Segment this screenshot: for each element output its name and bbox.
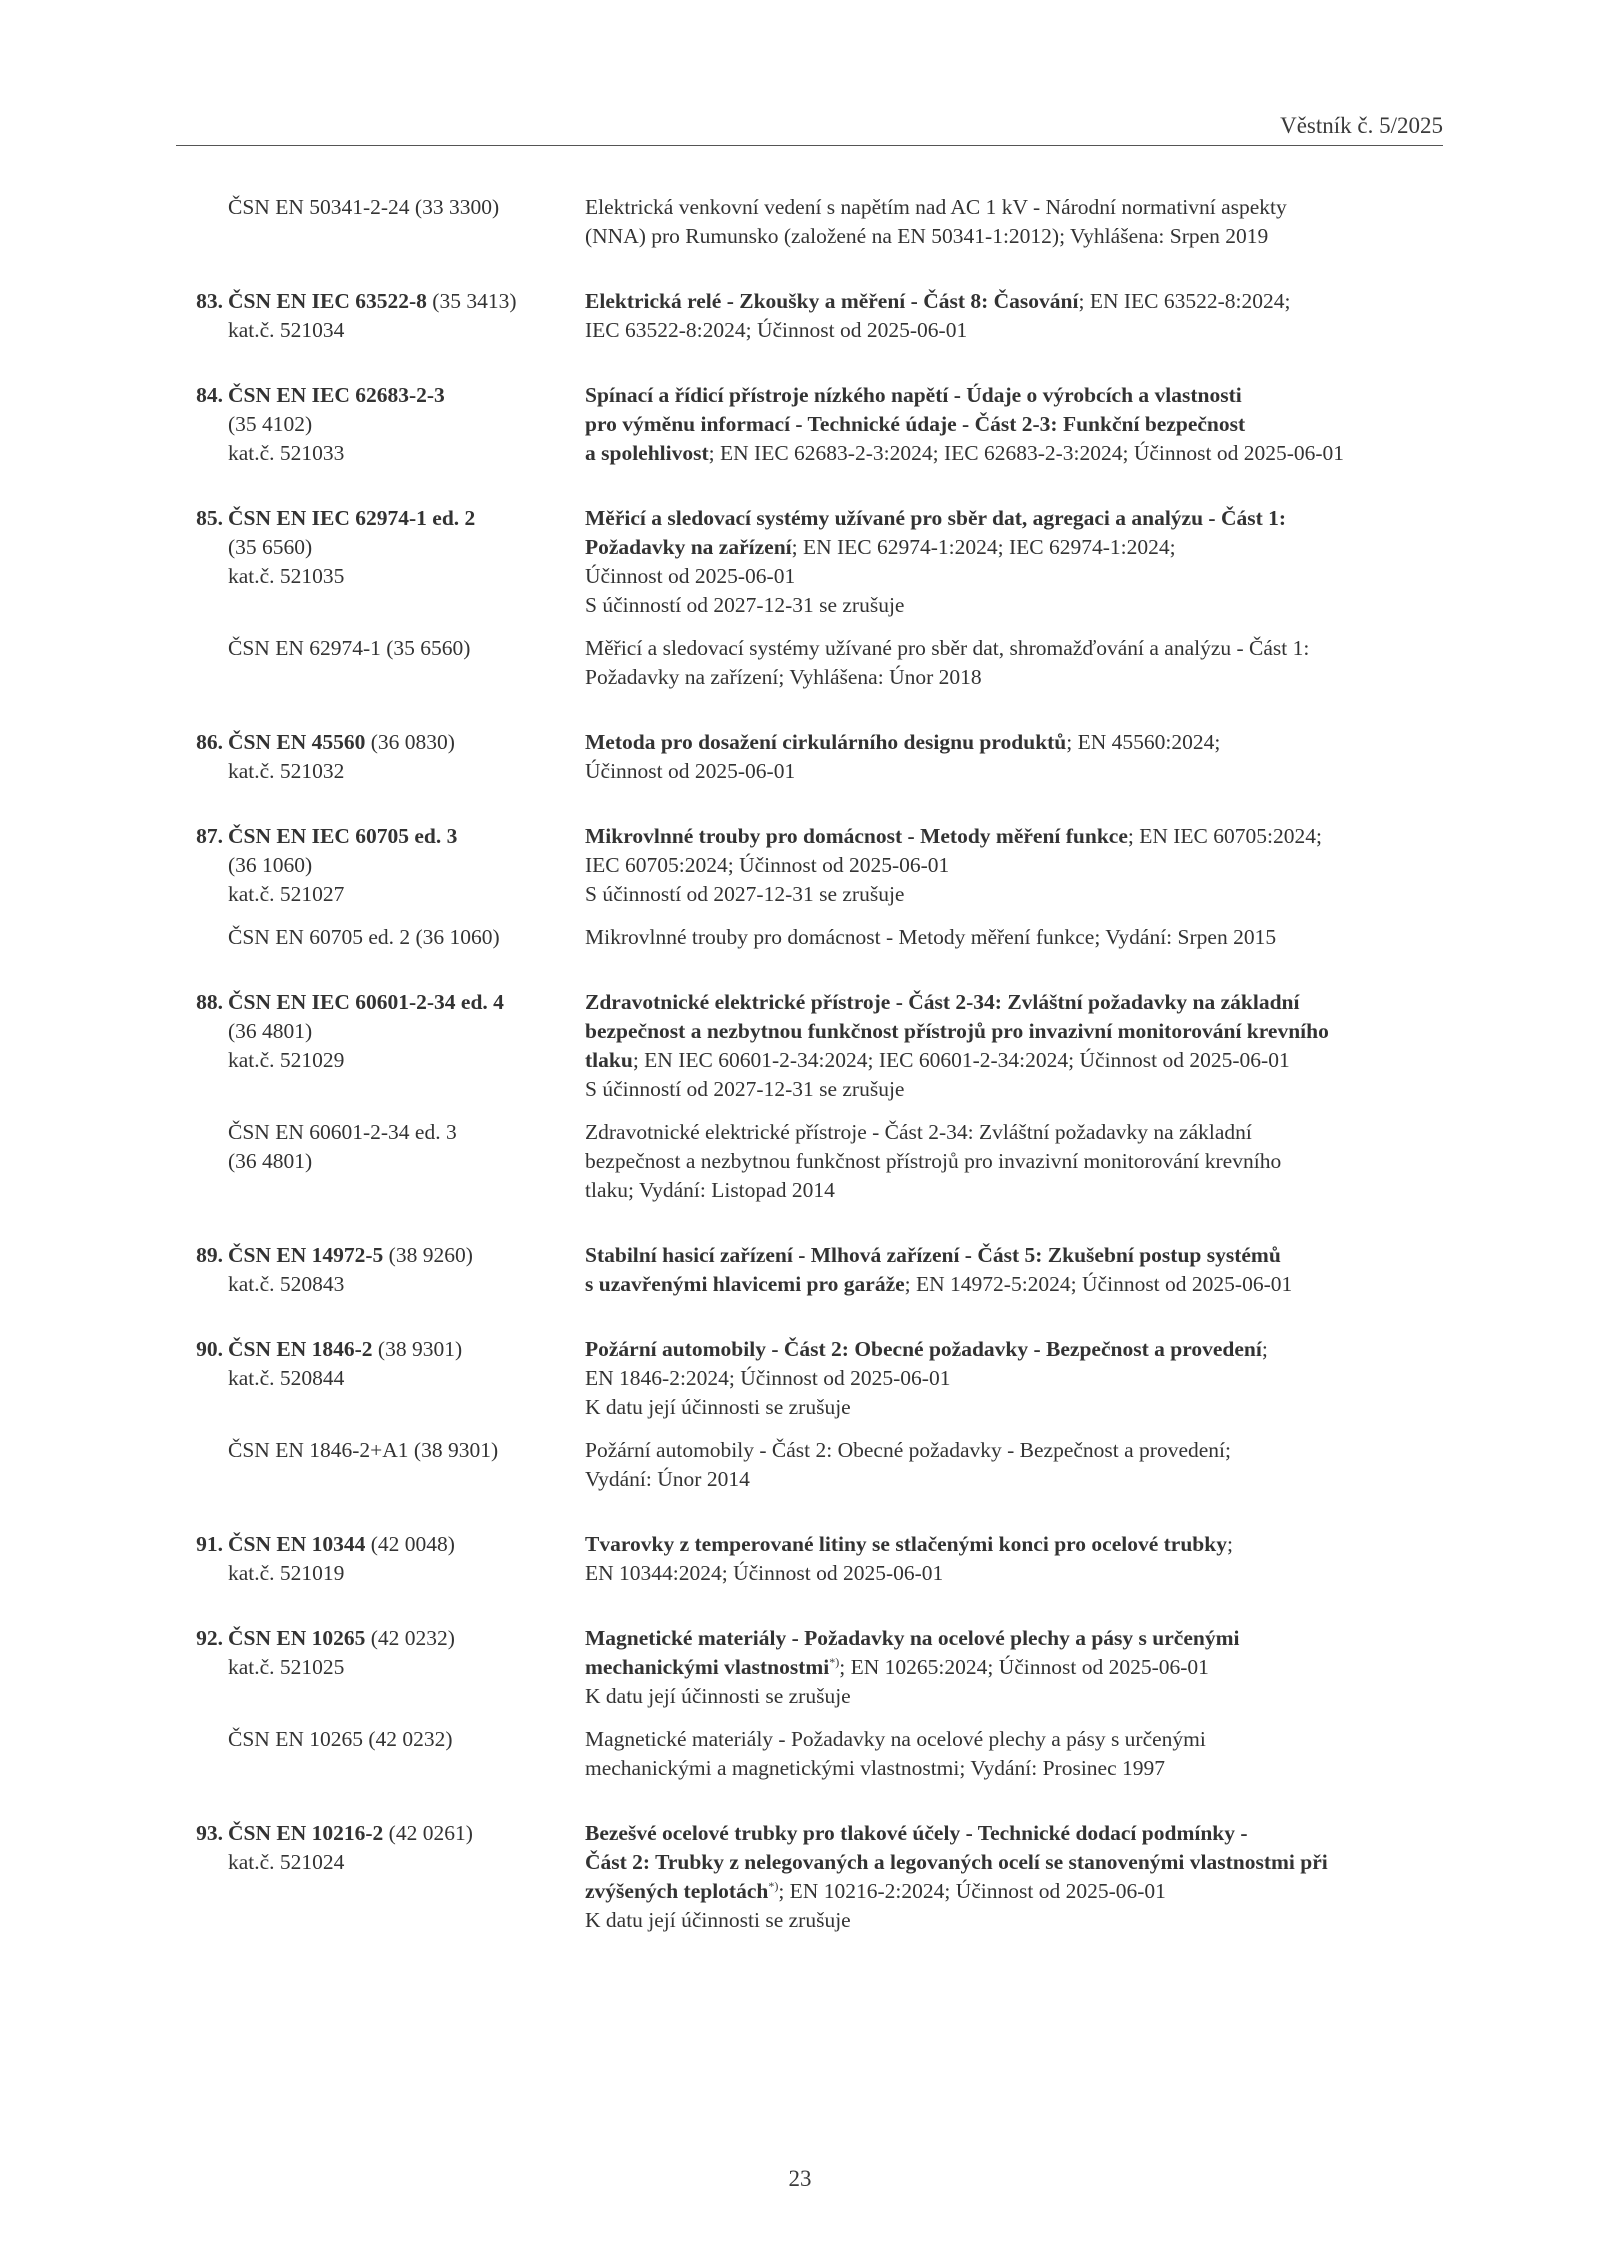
standard-code-line	[175, 1819, 585, 1848]
standard-title-cell	[585, 988, 1430, 1104]
replaced-title-line: Měřicí a sledovací systémy užívané pro sběr dat, shromažďování a analýzu - Část 1:	[585, 636, 1310, 660]
standard-title-detail: ; EN IEC 63522-8:2024;	[1078, 289, 1291, 313]
standard-detail-line: IEC 63522-8:2024; Účinnost od 2025-06-01	[585, 318, 968, 342]
entry-number: 83.	[196, 289, 223, 313]
standard-code-cell	[0, 1530, 585, 1588]
standard-code: ČSN EN 14972-5	[228, 1243, 384, 1267]
standard-code-cell	[0, 381, 585, 468]
standard-title-line	[585, 533, 1430, 562]
standard-title: Zdravotnické elektrické přístroje - Část 2-34: Zvláštní požadavky na základní	[585, 990, 1300, 1014]
header-rule	[176, 145, 1443, 146]
replaced-standard-code	[0, 923, 585, 952]
class-number: (35 3413)	[426, 289, 517, 313]
standard-code-detail: kat.č. 521019	[228, 1561, 345, 1585]
standard-code-cell	[0, 504, 585, 620]
standard-title-detail: ; EN IEC 62683-2-3:2024; IEC 62683-2-3:2024; Účinnost od 2025-06-01	[708, 441, 1345, 465]
standard-title-line	[585, 410, 1430, 439]
standard-code-detail: kat.č. 521029	[228, 1048, 345, 1072]
standard-code-line	[175, 1241, 585, 1270]
standard-detail-line: S účinností od 2027-12-31 se zrušuje	[585, 1077, 905, 1101]
replaced-code-line: (36 4801)	[228, 1149, 313, 1173]
standard-title-line	[585, 1270, 1430, 1299]
replaced-code-line: ČSN EN 60601-2-34 ed. 3	[228, 1120, 457, 1144]
class-number: (38 9260)	[383, 1243, 473, 1267]
standard-title-cell	[585, 822, 1430, 909]
standard-code-detail: (35 4102)	[228, 412, 313, 436]
standard-title-line	[585, 381, 1430, 410]
standard-entry	[0, 988, 1600, 1205]
class-number: (38 9301)	[372, 1337, 463, 1361]
entry-number: 91.	[196, 1532, 223, 1556]
new-standard-row	[0, 1530, 1600, 1588]
standard-title: bezpečnost a nezbytnou funkčnost přístrojů pro invazivní monitorování krevního	[585, 1019, 1329, 1043]
replaced-standard-title: Elektrická venkovní vedení s napětím nad AC 1 kV - Národní normativní aspekty (NNA) pro Rumunsko (založené na EN 50341-1:2012); Vyhlášena: Srpen 2019	[585, 195, 1287, 248]
standard-title: s uzavřenými hlavicemi pro garáže	[585, 1272, 905, 1296]
standard-title: Požární automobily - Část 2: Obecné požadavky - Bezpečnost a provedení	[585, 1337, 1262, 1361]
standard-code-line	[175, 381, 585, 410]
class-number: (42 0232)	[365, 1626, 455, 1650]
standard-title: Tvarovky z temperované litiny se stlačenými konci pro ocelové trubky	[585, 1532, 1227, 1556]
standard-code-line	[175, 728, 585, 757]
standard-entry	[0, 1241, 1600, 1299]
standard-title-line	[585, 1241, 1430, 1270]
standard-title: tlaku	[585, 1048, 633, 1072]
standard-title: Stabilní hasicí zařízení - Mlhová zařízení - Část 5: Zkušební postup systémů	[585, 1243, 1281, 1267]
standards-list	[0, 193, 1600, 1971]
replaced-title-line: Vydání: Únor 2014	[585, 1467, 750, 1491]
standard-code: ČSN EN IEC 62974-1 ed. 2	[228, 506, 476, 530]
standard-title: Elektrická relé - Zkoušky a měření - Část 8: Časování	[585, 289, 1079, 313]
replaced-title-line: mechanickými a magnetickými vlastnostmi; Vydání: Prosinec 1997	[585, 1756, 1166, 1780]
standard-code: ČSN EN 45560	[228, 730, 366, 754]
class-number: (36 0830)	[365, 730, 455, 754]
new-standard-row	[0, 1624, 1600, 1711]
new-standard-row	[0, 1335, 1600, 1422]
standard-title: zvýšených teplotách	[585, 1879, 769, 1903]
journal-header: Věstník č. 5/2025	[1280, 113, 1443, 138]
replaced-standard-code	[0, 1118, 585, 1205]
new-standard-row	[0, 1819, 1600, 1935]
new-standard-row	[0, 381, 1600, 468]
replaced-standard-row	[0, 923, 1600, 952]
replaced-title-line: Požární automobily - Část 2: Obecné požadavky - Bezpečnost a provedení;	[585, 1438, 1231, 1462]
standard-title-line	[585, 1624, 1430, 1653]
standard-entry	[0, 1530, 1600, 1588]
standard-title-line	[585, 1335, 1430, 1364]
replaced-title-line: Zdravotnické elektrické přístroje - Část 2-34: Zvláštní požadavky na základní	[585, 1120, 1252, 1144]
replaced-title-line: bezpečnost a nezbytnou funkčnost přístrojů pro invazivní monitorování krevního	[585, 1149, 1282, 1173]
standard-title-line	[585, 728, 1430, 757]
standard-code: ČSN EN IEC 63522-8	[228, 289, 427, 313]
standard-title-line	[585, 439, 1430, 468]
standard-entry	[0, 381, 1600, 468]
standard-code-detail: (36 1060)	[228, 853, 313, 877]
standard-title-line	[585, 1819, 1430, 1848]
standard-code-detail: kat.č. 521034	[228, 318, 345, 342]
replaced-code-line: ČSN EN 62974-1 (35 6560)	[228, 636, 471, 660]
standard-title-cell	[585, 1819, 1430, 1935]
replaced-title-line: tlaku; Vydání: Listopad 2014	[585, 1178, 835, 1202]
replaced-code-line: ČSN EN 1846-2+A1 (38 9301)	[228, 1438, 499, 1462]
standard-title: Část 2: Trubky z nelegovaných a legovaných ocelí se stanovenými vlastnostmi při	[585, 1850, 1328, 1874]
standard-entry	[0, 728, 1600, 786]
standard-title: Bezešvé ocelové trubky pro tlakové účely - Technické dodací podmínky -	[585, 1821, 1248, 1845]
footnote-mark: *)	[768, 1878, 779, 1893]
new-standard-row	[0, 728, 1600, 786]
entry-number: 88.	[196, 990, 223, 1014]
standard-title-line	[585, 1530, 1430, 1559]
class-number: (42 0048)	[365, 1532, 455, 1556]
standard-entry	[0, 504, 1600, 692]
replaced-standard-row	[0, 634, 1600, 692]
entry-number: 93.	[196, 1821, 223, 1845]
standard-title-detail: ; EN IEC 62974-1:2024; IEC 62974-1:2024;	[791, 535, 1176, 559]
standard-code-detail: kat.č. 521032	[228, 759, 345, 783]
new-standard-row	[0, 287, 1600, 345]
standard-title: Požadavky na zařízení	[585, 535, 792, 559]
standard-code-line	[175, 504, 585, 533]
standard-title-cell	[585, 287, 1430, 345]
standard-detail-line: Účinnost od 2025-06-01	[585, 564, 796, 588]
replaced-standard-row	[0, 1118, 1600, 1205]
standard-title-cell	[585, 728, 1430, 786]
standard-code: ČSN EN 1846-2	[228, 1337, 373, 1361]
standard-title: Mikrovlnné trouby pro domácnost - Metody měření funkce	[585, 824, 1128, 848]
standard-title-detail: ; EN 10265:2024; Účinnost od 2025-06-01	[839, 1655, 1209, 1679]
standard-code-detail: kat.č. 521024	[228, 1850, 345, 1874]
standard-title-line	[585, 1017, 1430, 1046]
standard-title-detail: ; EN 14972-5:2024; Účinnost od 2025-06-01	[904, 1272, 1293, 1296]
replaced-code-line: ČSN EN 10265 (42 0232)	[228, 1727, 453, 1751]
standard-title-line	[585, 1046, 1430, 1075]
standard-code-detail: kat.č. 520844	[228, 1366, 345, 1390]
standard-code-detail: kat.č. 521033	[228, 441, 345, 465]
standard-entry	[0, 287, 1600, 345]
footnote-mark: *)	[829, 1654, 840, 1669]
standard-code-detail: kat.č. 521025	[228, 1655, 345, 1679]
standard-detail-line: K datu její účinnosti se zrušuje	[585, 1395, 851, 1419]
standard-code-line	[175, 287, 585, 316]
standard-title-cell	[585, 504, 1430, 620]
standard-code-cell	[0, 728, 585, 786]
standard-code: ČSN EN IEC 60601-2-34 ed. 4	[228, 990, 504, 1014]
entry-number: 90.	[196, 1337, 223, 1361]
standard-title-detail: ; EN 10216-2:2024; Účinnost od 2025-06-01	[778, 1879, 1166, 1903]
standard-detail-line: IEC 60705:2024; Účinnost od 2025-06-01	[585, 853, 950, 877]
replaced-standard-code	[0, 1725, 585, 1783]
standard-code-line	[175, 1624, 585, 1653]
standard-title-line	[585, 1877, 1430, 1906]
new-standard-row	[0, 1241, 1600, 1299]
standard-code: ČSN EN 10216-2	[228, 1821, 384, 1845]
standard-title: a spolehlivost	[585, 441, 709, 465]
class-number: (42 0261)	[383, 1821, 473, 1845]
replaced-title-line: Mikrovlnné trouby pro domácnost - Metody měření funkce; Vydání: Srpen 2015	[585, 925, 1277, 949]
standard-entry	[0, 822, 1600, 952]
standard-entry	[0, 1624, 1600, 1783]
replaced-standard-row	[0, 1436, 1600, 1494]
entry-number: 89.	[196, 1243, 223, 1267]
replaced-standard-code: ČSN EN 50341-2-24 (33 3300)	[228, 195, 500, 219]
standard-title-line	[585, 988, 1430, 1017]
standard-code-line	[175, 822, 585, 851]
replaced-title-line: Požadavky na zařízení; Vyhlášena: Únor 2018	[585, 665, 982, 689]
entry-number: 85.	[196, 506, 223, 530]
standard-code-cell	[0, 988, 585, 1104]
standard-title-line	[585, 504, 1430, 533]
standard-title-detail: ; EN IEC 60601-2-34:2024; IEC 60601-2-34:2024; Účinnost od 2025-06-01	[632, 1048, 1290, 1072]
standard-code-cell	[0, 1335, 585, 1422]
standard-code-cell	[0, 1624, 585, 1711]
replaced-standard-title	[585, 923, 1430, 952]
standard-entry	[0, 1819, 1600, 1935]
standard-code-cell	[0, 1241, 585, 1299]
standard-code-detail: kat.č. 521035	[228, 564, 345, 588]
new-standard-row	[0, 988, 1600, 1104]
standard-title-detail: ;	[1261, 1337, 1268, 1361]
standard-code-cell	[0, 287, 585, 345]
standard-title-detail: ;	[1226, 1532, 1233, 1556]
standard-detail-line: K datu její účinnosti se zrušuje	[585, 1684, 851, 1708]
standard-code-cell	[0, 822, 585, 909]
standard-title-detail: ; EN 45560:2024;	[1066, 730, 1221, 754]
standard-code: ČSN EN IEC 60705 ed. 3	[228, 824, 458, 848]
standard-title-cell	[585, 1335, 1430, 1422]
standard-code-line	[175, 1530, 585, 1559]
replaced-standard-row	[0, 1725, 1600, 1783]
replaced-code-line: ČSN EN 60705 ed. 2 (36 1060)	[228, 925, 500, 949]
standard-code-line	[175, 988, 585, 1017]
standard-code-detail: (36 4801)	[228, 1019, 313, 1043]
standard-title-line	[585, 1848, 1430, 1877]
standard-title: Metoda pro dosažení cirkulárního designu produktů	[585, 730, 1067, 754]
standard-code: ČSN EN 10265	[228, 1626, 366, 1650]
standard-title: mechanickými vlastnostmi	[585, 1655, 830, 1679]
standard-title-line	[585, 822, 1430, 851]
standard-code-detail: (35 6560)	[228, 535, 313, 559]
standard-title-cell	[585, 1241, 1430, 1299]
replaced-standard-title	[585, 634, 1430, 692]
standard-code-line	[175, 1335, 585, 1364]
standard-title: Magnetické materiály - Požadavky na ocelové plechy a pásy s určenými	[585, 1626, 1240, 1650]
replaced-standard-code	[0, 634, 585, 692]
replaced-standard-row	[0, 193, 1600, 251]
standard-title-cell	[585, 1624, 1430, 1711]
standard-title-detail: ; EN IEC 60705:2024;	[1127, 824, 1322, 848]
standard-title: Spínací a řídicí přístroje nízkého napětí - Údaje o výrobcích a vlastnosti	[585, 383, 1242, 407]
standard-detail-line: EN 1846-2:2024; Účinnost od 2025-06-01	[585, 1366, 951, 1390]
entry-number: 92.	[196, 1626, 223, 1650]
standard-detail-line: Účinnost od 2025-06-01	[585, 759, 796, 783]
standard-entry	[0, 1335, 1600, 1494]
standard-title-cell	[585, 1530, 1430, 1588]
standard-detail-line: S účinností od 2027-12-31 se zrušuje	[585, 593, 905, 617]
standard-code-detail: kat.č. 521027	[228, 882, 345, 906]
standard-title-line	[585, 1653, 1430, 1682]
page-number: 23	[788, 2166, 812, 2191]
standard-detail-line: S účinností od 2027-12-31 se zrušuje	[585, 882, 905, 906]
standard-detail-line: EN 10344:2024; Účinnost od 2025-06-01	[585, 1561, 944, 1585]
entry-number: 86.	[196, 730, 223, 754]
standard-title-line	[585, 287, 1430, 316]
entry-number: 84.	[196, 383, 223, 407]
standard-title: pro výměnu informací - Technické údaje - Část 2-3: Funkční bezpečnost	[585, 412, 1246, 436]
replaced-title-line: Magnetické materiály - Požadavky na ocelové plechy a pásy s určenými	[585, 1727, 1206, 1751]
standard-code: ČSN EN 10344	[228, 1532, 366, 1556]
continued-entry	[0, 193, 1600, 251]
standard-title: Měřicí a sledovací systémy užívané pro sběr dat, agregaci a analýzu - Část 1:	[585, 506, 1287, 530]
standard-title-cell	[585, 381, 1430, 468]
replaced-standard-title	[585, 1725, 1430, 1783]
entry-number: 87.	[196, 824, 223, 848]
replaced-standard-title	[585, 1436, 1430, 1494]
standard-code-detail: kat.č. 520843	[228, 1272, 345, 1296]
standard-code: ČSN EN IEC 62683-2-3	[228, 383, 445, 407]
standard-code-cell	[0, 1819, 585, 1935]
replaced-standard-code	[0, 1436, 585, 1494]
new-standard-row	[0, 504, 1600, 620]
standard-detail-line: K datu její účinnosti se zrušuje	[585, 1908, 851, 1932]
new-standard-row	[0, 822, 1600, 909]
replaced-standard-title	[585, 1118, 1430, 1205]
